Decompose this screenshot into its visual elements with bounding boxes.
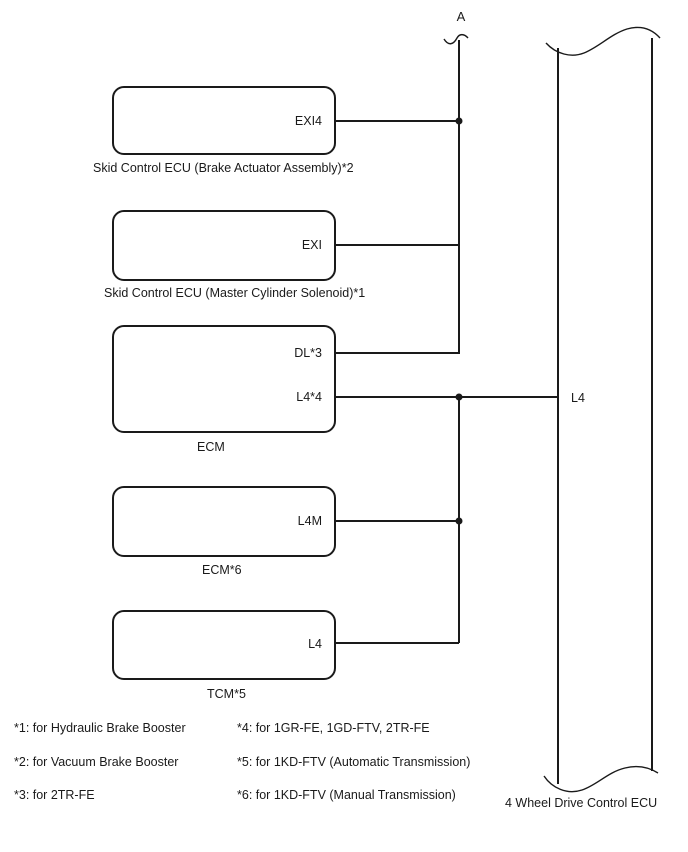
right-unit-caption: 4 Wheel Drive Control ECU [505,796,658,810]
terminal-label-l4m: L4M [297,514,322,528]
footnote-4: *4: for 1GR-FE, 1GD-FTV, 2TR-FE [237,721,430,735]
break-squiggle-connector-a [444,35,468,44]
terminal-label-dl3: DL*3 [294,346,322,360]
module-caption-tcm5: TCM*5 [207,687,246,701]
terminal-label-l4-tcm: L4 [308,637,322,651]
junction-dot-exi4 [456,118,463,125]
wire-dl3-to-connector-a [336,40,459,353]
module-box-tcm5 [112,610,336,680]
module-caption-skid-control-master-cylinder: Skid Control ECU (Master Cylinder Solenoid)*1 [104,286,366,300]
footnote-5: *5: for 1KD-FTV (Automatic Transmission) [237,755,471,769]
right-unit-terminal-label: L4 [571,391,585,405]
footnote-1: *1: for Hydraulic Brake Booster [14,721,186,735]
junction-dot-l4 [456,394,463,401]
terminal-label-exi: EXI [301,238,322,252]
module-box-skid-control-brake-actuator [112,86,336,155]
module-caption-skid-control-brake-actuator: Skid Control ECU (Brake Actuator Assembly)*2 [93,161,354,175]
module-box-ecm [112,325,336,433]
right-unit-top-break [546,27,660,55]
module-box-ecm6 [112,486,336,557]
module-box-skid-control-master-cylinder [112,210,336,281]
junction-dot-l4m [456,518,463,525]
connector-a-label: A [456,9,466,24]
terminal-label-l4-4: L4*4 [296,390,322,404]
terminal-label-exi4: EXI4 [294,114,322,128]
right-unit-bottom-break [544,767,658,792]
footnote-2: *2: for Vacuum Brake Booster [14,755,179,769]
module-caption-ecm6: ECM*6 [202,563,242,577]
module-caption-ecm: ECM [197,440,225,454]
footnote-6: *6: for 1KD-FTV (Manual Transmission) [237,788,456,802]
footnote-3: *3: for 2TR-FE [14,788,95,802]
